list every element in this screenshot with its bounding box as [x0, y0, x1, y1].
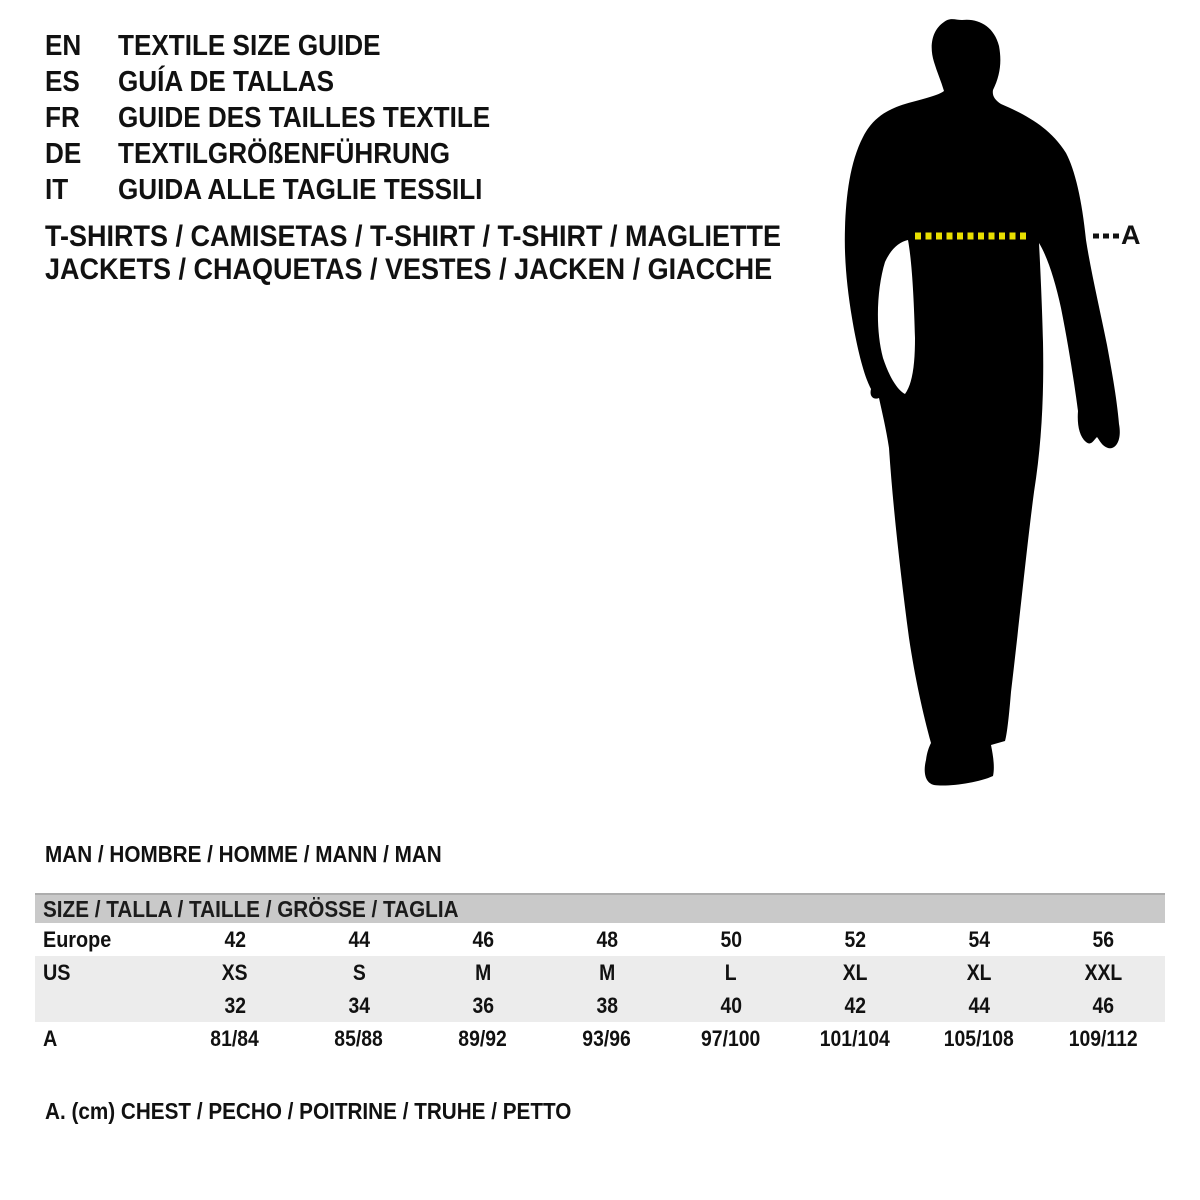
size-cell: 105/108: [944, 1025, 1014, 1051]
garment-categories: [45, 220, 863, 286]
size-cell: 40: [720, 992, 742, 1018]
size-cell: XL: [842, 959, 868, 985]
size-cell: S: [352, 959, 366, 985]
language-list: [45, 28, 532, 208]
size-cell: 42: [844, 992, 866, 1018]
size-cell: M: [598, 959, 616, 985]
size-cell: 44: [968, 992, 990, 1018]
size-cell: 109/112: [1068, 1025, 1138, 1051]
size-cell: 46: [472, 926, 494, 952]
row-label: US: [43, 959, 71, 985]
language-code: FR: [45, 101, 80, 134]
language-row-fr: [45, 100, 532, 136]
category-jackets: JACKETS / CHAQUETAS / VESTES / JACKEN / GIACCHE: [45, 252, 773, 286]
language-row-es: [45, 64, 532, 100]
size-cell: 54: [968, 926, 990, 952]
language-row-de: [45, 136, 532, 172]
size-cell: 38: [596, 992, 618, 1018]
size-cell: 42: [224, 926, 246, 952]
size-cell: 48: [596, 926, 618, 952]
size-cell: L: [725, 959, 737, 985]
size-cell: XXL: [1084, 959, 1122, 985]
section-title-man: MAN / HOMBRE / HOMME / MANN / MAN: [45, 841, 442, 867]
language-code: IT: [45, 173, 69, 206]
size-cell: 46: [1092, 992, 1114, 1018]
language-row-en: [45, 28, 532, 64]
size-cell: XL: [966, 959, 992, 985]
language-code: EN: [45, 29, 82, 62]
size-cell: 52: [844, 926, 866, 952]
table-row-chest-a: [35, 1022, 1165, 1055]
language-row-it: [45, 172, 532, 208]
measurement-a-label: A: [1121, 220, 1141, 250]
size-cell: 101/104: [820, 1025, 890, 1051]
size-cell: 93/96: [582, 1025, 632, 1051]
language-title: GUIDE DES TAILLES TEXTILE: [118, 101, 491, 134]
size-cell: 85/88: [334, 1025, 384, 1051]
man-silhouette-figure: [820, 0, 1200, 800]
size-cell: 89/92: [458, 1025, 508, 1051]
man-silhouette: [845, 19, 1120, 785]
size-table: [35, 893, 1165, 1055]
size-cell: 56: [1092, 926, 1114, 952]
size-cell: 32: [224, 992, 246, 1018]
language-title: TEXTILE SIZE GUIDE: [118, 29, 381, 62]
language-code: DE: [45, 137, 82, 170]
language-title: TEXTILGRÖßENFÜHRUNG: [118, 137, 451, 170]
size-table-header: SIZE / TALLA / TAILLE / GRÖSSE / TAGLIA: [35, 893, 1165, 923]
size-cell: 81/84: [210, 1025, 260, 1051]
size-cell: 97/100: [701, 1025, 761, 1051]
size-cell: XS: [222, 959, 248, 985]
language-title: GUIDA ALLE TAGLIE TESSILI: [118, 173, 483, 206]
size-cell: 44: [348, 926, 370, 952]
language-code: ES: [45, 65, 80, 98]
table-row-europe: [35, 923, 1165, 956]
size-cell: M: [474, 959, 492, 985]
table-row-numeric: [35, 989, 1165, 1022]
size-cell: 36: [472, 992, 494, 1018]
measurement-footnote: A. (cm) CHEST / PECHO / POITRINE / TRUHE / PETTO: [45, 1098, 572, 1124]
table-row-us: [35, 956, 1165, 989]
size-cell: 50: [720, 926, 742, 952]
row-label: Europe: [43, 926, 112, 952]
row-label: A: [43, 1025, 58, 1051]
language-title: GUÍA DE TALLAS: [118, 65, 335, 98]
category-tshirts: T-SHIRTS / CAMISETAS / T-SHIRT / T-SHIRT / MAGLIETTE: [45, 219, 782, 253]
size-cell: 34: [348, 992, 370, 1018]
